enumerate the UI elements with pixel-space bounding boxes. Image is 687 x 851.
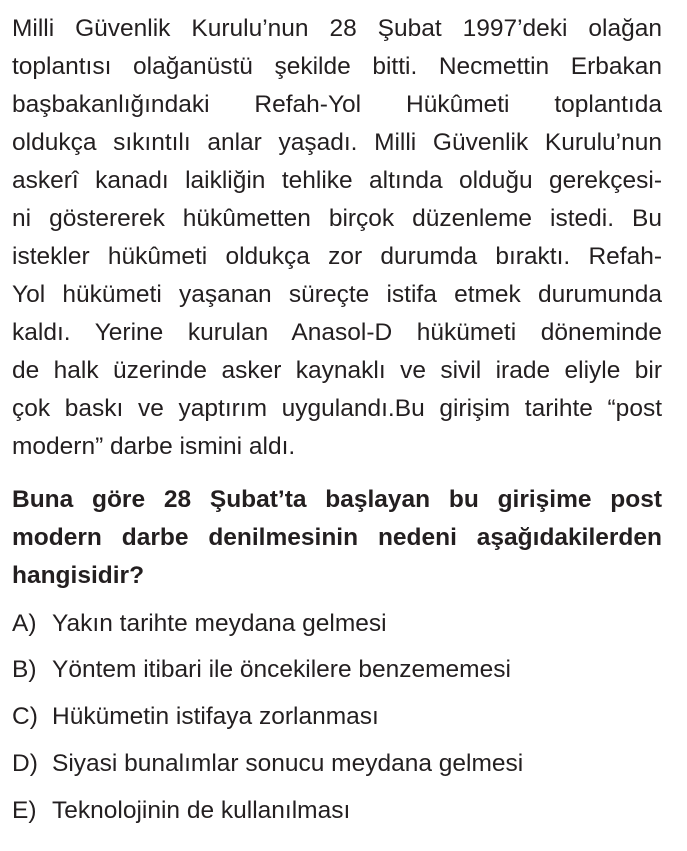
- question-line: Buna göre 28 Şubat’ta başlayan bu girişime post: [12, 486, 662, 513]
- option-text: Yöntem itibari ile öncekilere benzememesi: [52, 656, 511, 683]
- passage-line: oldukça sıkıntılı anlar yaşadı. Milli Güvenlik Kurulu’nun: [12, 129, 662, 156]
- option-letter: D): [12, 750, 38, 777]
- passage-line: istekler hükûmeti oldukça zor durumda bıraktı. Refah-: [12, 243, 662, 270]
- option-letter: B): [12, 656, 37, 683]
- option-c[interactable]: [12, 698, 662, 736]
- option-e[interactable]: [12, 792, 662, 830]
- passage-line: ni göstererek hükûmetten birçok düzenleme istedi. Bu: [12, 205, 662, 232]
- question-line: modern darbe denilmesinin nedeni aşağıdakilerden: [12, 524, 662, 551]
- option-text: Siyasi bunalımlar sonucu meydana gelmesi: [52, 750, 524, 777]
- passage-line: çok baskı ve yaptırım uygulandı.Bu girişim tarihte “post: [12, 395, 662, 422]
- option-a[interactable]: [12, 605, 662, 643]
- option-b[interactable]: [12, 651, 662, 689]
- passage-line: Yol hükümeti yaşanan süreçte istifa etmek durumunda: [12, 281, 662, 308]
- option-text: Hükümetin istifaya zorlanması: [52, 703, 379, 730]
- option-text: Yakın tarihte meydana gelmesi: [52, 610, 387, 637]
- passage-line: Milli Güvenlik Kurulu’nun 28 Şubat 1997’deki olağan: [12, 15, 662, 42]
- option-letter: C): [12, 703, 38, 730]
- passage-line: askerî kanadı laikliğin tehlike altında olduğu gerekçesi-: [12, 167, 662, 194]
- option-letter: A): [12, 610, 37, 637]
- question-line: hangisidir?: [12, 562, 145, 589]
- option-letter: E): [12, 797, 37, 824]
- option-text: Teknolojinin de kullanılması: [52, 797, 351, 824]
- option-d[interactable]: [12, 745, 662, 783]
- passage-line: de halk üzerinde asker kaynaklı ve sivil irade eliyle bir: [12, 357, 662, 384]
- passage-line: kaldı. Yerine kurulan Anasol-D hükümeti döneminde: [12, 319, 662, 346]
- passage-line: başbakanlığındaki Refah-Yol Hükûmeti toplantıda: [12, 91, 662, 118]
- passage-line: modern” darbe ismini aldı.: [12, 433, 296, 460]
- passage-line: toplantısı olağanüstü şekilde bitti. Necmettin Erbakan: [12, 53, 662, 80]
